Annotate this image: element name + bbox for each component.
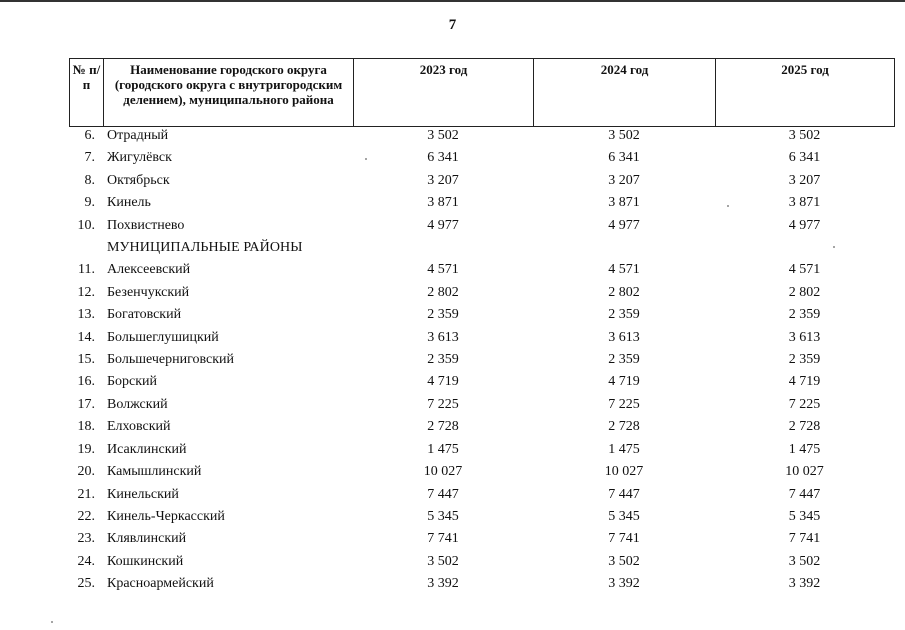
- table-row: [69, 215, 894, 237]
- value-2023: 6 341: [427, 150, 459, 166]
- scan-speck: [727, 205, 729, 207]
- section-title: МУНИЦИПАЛЬНЫЕ РАЙОНЫ: [107, 240, 303, 256]
- row-name: Клявлинский: [107, 531, 187, 547]
- table-row: [69, 461, 894, 483]
- row-name: Богатовский: [107, 307, 182, 323]
- value-2025: 10 027: [785, 464, 824, 480]
- value-2024: 3 502: [608, 553, 640, 569]
- row-number: 8.: [84, 172, 95, 188]
- value-2025: 3 502: [788, 553, 821, 569]
- row-number: 11.: [78, 262, 95, 278]
- table-row: [69, 327, 894, 349]
- table-row: [69, 125, 894, 147]
- row-number: 25.: [77, 576, 95, 592]
- row-number: 12.: [77, 284, 95, 300]
- row-name: Кинельский: [107, 486, 179, 502]
- row-number: 9.: [84, 195, 95, 211]
- header-name: Наименование городского округа (городского округа с внутригородским делением), муниципального района: [104, 59, 354, 127]
- value-2024: 2 359: [608, 352, 640, 368]
- row-name: Исаклинский: [107, 441, 187, 457]
- value-2023: 3 502: [427, 128, 459, 143]
- row-name: Безенчукский: [107, 284, 190, 300]
- header-2023: 2023 год: [354, 59, 534, 127]
- value-2024: 2 728: [608, 419, 640, 435]
- value-2025: 3 207: [788, 172, 821, 188]
- value-2025: 3 871: [788, 195, 821, 211]
- value-2023: 3 392: [427, 576, 459, 592]
- value-2023: 2 728: [427, 419, 459, 435]
- value-2024: 3 613: [608, 329, 640, 345]
- value-2024: 3 207: [608, 172, 640, 188]
- value-2025: 1 475: [788, 441, 821, 457]
- value-2023: 3 613: [427, 329, 459, 345]
- value-2024: 10 027: [604, 464, 644, 480]
- row-name: Похвистнево: [107, 217, 185, 233]
- value-2025: 7 225: [788, 396, 821, 412]
- value-2025: 4 719: [788, 374, 821, 390]
- row-number: 7.: [84, 150, 95, 166]
- value-2025: 2 802: [788, 284, 821, 300]
- value-2025: 3 502: [788, 128, 821, 143]
- table-row: [69, 484, 894, 506]
- row-number: 16.: [77, 374, 95, 390]
- table-row: [69, 371, 894, 393]
- scan-speck: [833, 246, 835, 248]
- value-2023: 3 871: [427, 195, 459, 211]
- value-2023: 7 447: [427, 486, 459, 502]
- row-number: 22.: [77, 508, 95, 524]
- row-name: Отрадный: [107, 128, 169, 143]
- row-number: 18.: [77, 419, 95, 435]
- row-number: 20.: [77, 464, 95, 480]
- table-row: [69, 282, 894, 304]
- value-2024: 4 977: [608, 217, 640, 233]
- value-2024: 6 341: [608, 150, 640, 166]
- value-2025: 2 359: [788, 352, 821, 368]
- value-2025: 7 447: [788, 486, 821, 502]
- row-name: Алексеевский: [107, 262, 191, 278]
- scan-speck: [365, 158, 367, 160]
- value-2025: 5 345: [788, 508, 821, 524]
- value-2023: 7 225: [427, 396, 459, 412]
- value-2025: 4 571: [788, 262, 821, 278]
- row-name: Красноармейский: [107, 576, 214, 592]
- value-2024: 7 225: [608, 396, 640, 412]
- table-row: [69, 439, 894, 461]
- value-2024: 1 475: [608, 441, 640, 457]
- table-row: [69, 259, 894, 281]
- section-row: [69, 237, 894, 259]
- page-number: 7: [448, 17, 457, 33]
- value-2023: 2 359: [427, 307, 459, 323]
- table-row: [69, 416, 894, 438]
- value-2024: 5 345: [608, 508, 640, 524]
- table-row: [69, 506, 894, 528]
- header-2025: 2025 год: [716, 59, 895, 127]
- value-2025: 2 728: [788, 419, 821, 435]
- value-2025: 6 341: [788, 150, 821, 166]
- value-2023: 4 977: [427, 217, 459, 233]
- table-row: [69, 192, 894, 214]
- value-2025: 2 359: [788, 307, 821, 323]
- row-number: 10.: [77, 217, 95, 233]
- header-2024: 2024 год: [534, 59, 716, 127]
- value-2023: 10 027: [423, 464, 463, 480]
- value-2024: 4 719: [608, 374, 640, 390]
- page-top-edge: [0, 0, 905, 2]
- table-row: [69, 147, 894, 169]
- value-2024: 2 359: [608, 307, 640, 323]
- value-2024: 4 571: [608, 262, 640, 278]
- row-number: 14.: [77, 329, 95, 345]
- value-2025: 4 977: [788, 217, 821, 233]
- row-name: Кинель-Черкасский: [107, 508, 225, 524]
- value-2023: 3 502: [427, 553, 459, 569]
- row-name: Волжский: [107, 396, 168, 412]
- row-name: Камышлинский: [107, 464, 202, 480]
- row-name: Кинель: [107, 195, 151, 211]
- value-2025: 3 613: [788, 329, 821, 345]
- row-name: Борский: [107, 374, 158, 390]
- value-2023: 5 345: [427, 508, 459, 524]
- value-2023: 2 802: [427, 284, 459, 300]
- data-table: [69, 125, 894, 596]
- table-row: [69, 573, 894, 595]
- value-2024: 7 741: [608, 531, 640, 547]
- header-num: № п/п: [70, 59, 104, 127]
- table-row: [69, 170, 894, 192]
- value-2023: 1 475: [427, 441, 459, 457]
- row-number: 17.: [77, 396, 95, 412]
- value-2023: 4 571: [427, 262, 459, 278]
- value-2024: 7 447: [608, 486, 640, 502]
- table-row: [69, 304, 894, 326]
- row-name: Жигулёвск: [107, 150, 172, 166]
- value-2025: 3 392: [788, 576, 821, 592]
- row-number: 21.: [77, 486, 95, 502]
- value-2023: 4 719: [427, 374, 459, 390]
- section-spacer: [69, 237, 103, 259]
- value-2024: 2 802: [608, 284, 640, 300]
- row-number: 23.: [77, 531, 95, 547]
- row-number: 13.: [77, 307, 95, 323]
- row-number: 19.: [77, 441, 95, 457]
- table-row: [69, 394, 894, 416]
- value-2025: 7 741: [788, 531, 821, 547]
- row-number: 6.: [84, 128, 95, 143]
- value-2023: 2 359: [427, 352, 459, 368]
- row-name: Большечерниговский: [107, 352, 235, 368]
- row-name: Елховский: [107, 419, 171, 435]
- table-row: [69, 528, 894, 550]
- row-name: Кошкинский: [107, 553, 184, 569]
- value-2023: 3 207: [427, 172, 459, 188]
- row-name: Октябрьск: [107, 172, 170, 188]
- table-row: [69, 349, 894, 371]
- table-body: [69, 125, 894, 596]
- value-2024: 3 392: [608, 576, 640, 592]
- value-2024: 3 871: [608, 195, 640, 211]
- table-row: [69, 551, 894, 573]
- value-2024: 3 502: [608, 128, 640, 143]
- row-number: 24.: [77, 553, 95, 569]
- table-header: [69, 58, 895, 127]
- value-2023: 7 741: [427, 531, 459, 547]
- row-name: Большеглушицкий: [107, 329, 219, 345]
- row-number: 15.: [77, 352, 95, 368]
- scan-speck: [51, 621, 53, 623]
